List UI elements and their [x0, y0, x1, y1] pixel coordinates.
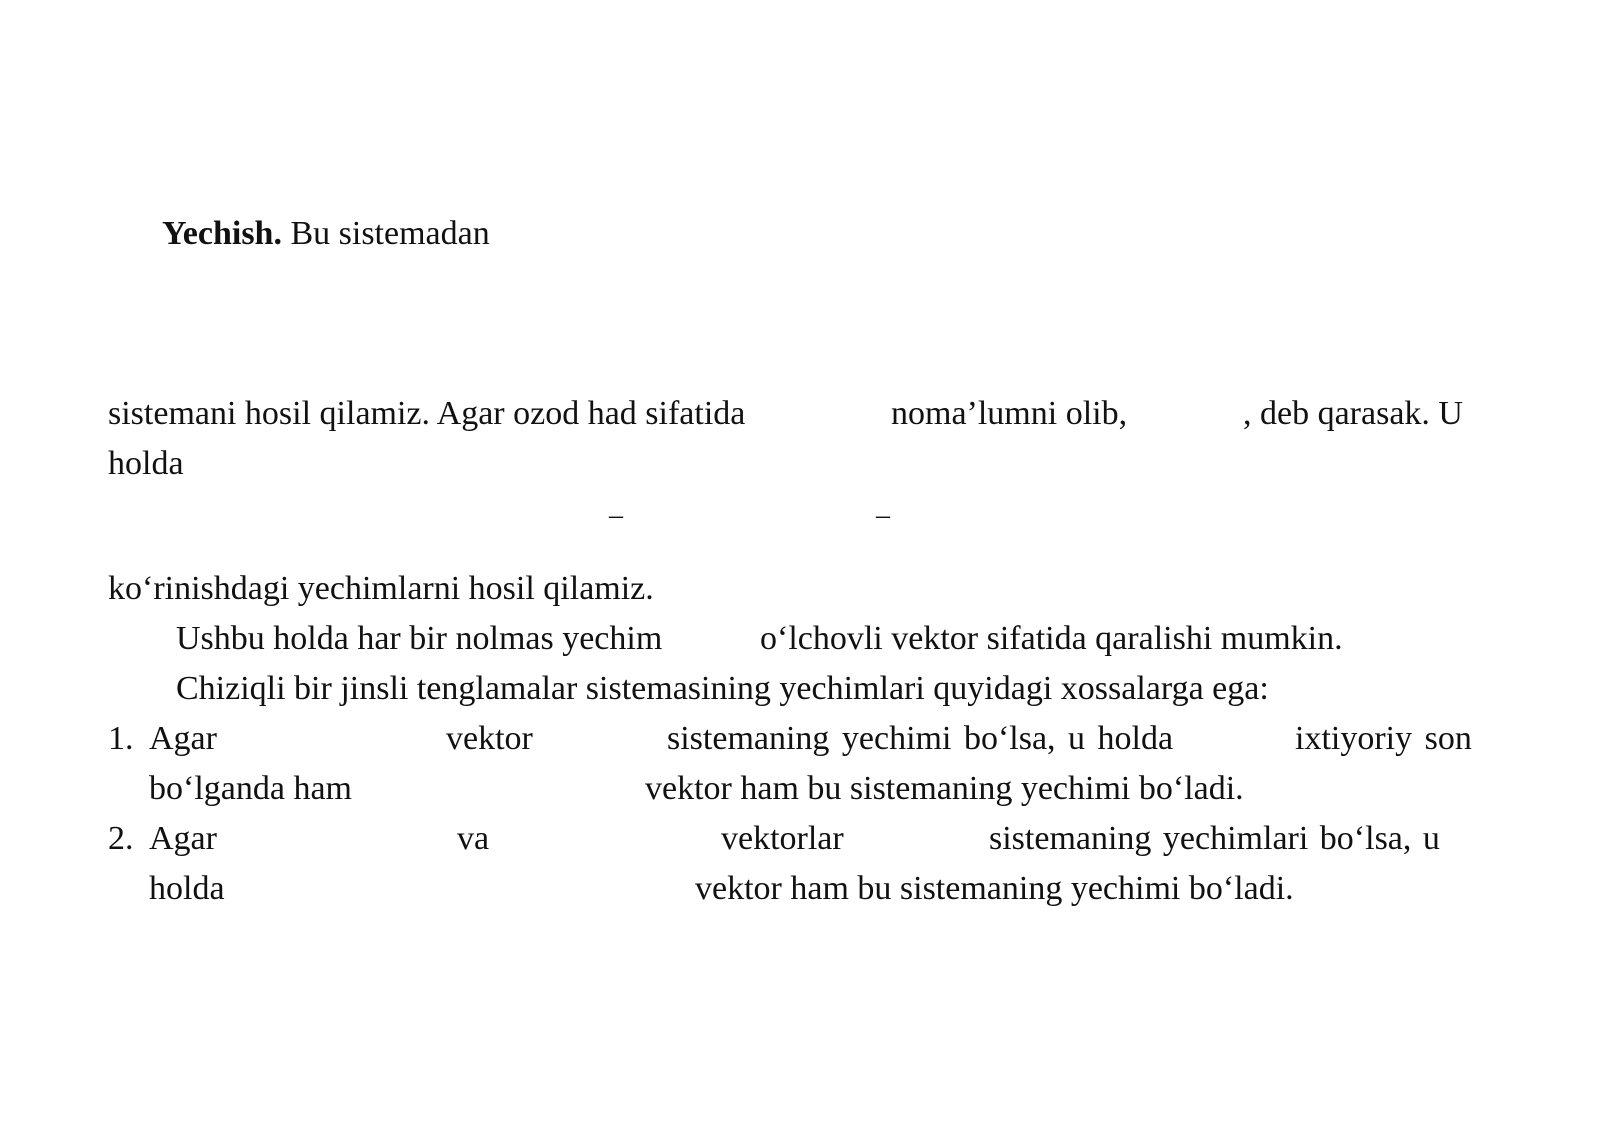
para2: ko‘rinishdagi yechimlarni hosil qilamiz. [108, 570, 654, 607]
list-item-2-l2w1: holda [149, 870, 225, 907]
para1-part2: noma’lumni olib, [891, 395, 1128, 432]
heading-text: Bu sistemadan [290, 215, 490, 252]
list-item-2-line1 [0, 822, 1600, 862]
list-item-2-l2w2: vektor ham bu sistemaning yechimi bo‘ladi. [695, 870, 1294, 907]
list-item-1-line2 [0, 772, 1600, 812]
list-item-2-line2 [0, 872, 1600, 912]
formula-dash-1: – [609, 500, 623, 531]
heading-label: Yechish. [162, 215, 282, 252]
para1-part3: , deb qarasak. U [1243, 395, 1463, 432]
list-item-1-w2: vektor [446, 720, 533, 757]
list-item-2-w2: va [457, 820, 490, 857]
para1-line1 [0, 397, 1600, 437]
para3-line [0, 622, 1600, 662]
para4: Chiziqli bir jinsli tenglamalar sistemasining yechimlari quyidagi xossalarga ega: [176, 670, 1269, 707]
para1-part1: sistemani hosil qilamiz. Agar ozod had sifatida [108, 395, 746, 432]
heading-line [162, 217, 490, 251]
list-item-1-number: 1. [108, 720, 134, 757]
list-item-1-l2w1: bo‘lganda ham [149, 770, 352, 807]
para1-line2: holda [108, 445, 184, 482]
list-item-1-w3: sistemaning yechimi bo‘lsa, u holda [667, 720, 1174, 757]
list-item-2-number: 2. [108, 820, 134, 857]
list-item-1-l2w2: vektor ham bu sistemaning yechimi bo‘ladi. [645, 770, 1244, 807]
list-item-1-w1: Agar [149, 720, 217, 757]
formula-dash-2: – [876, 500, 890, 531]
para3-part1: Ushbu holda har bir nolmas yechim [176, 620, 663, 657]
list-item-1-line1 [0, 722, 1600, 762]
list-item-1-w4: ixtiyoriy son [1295, 720, 1472, 757]
list-item-2-w4: sistemaning yechimlari bo‘lsa, u [989, 820, 1440, 857]
para3-part2: o‘lchovli vektor sifatida qaralishi mumkin. [760, 620, 1343, 657]
list-item-2-w1: Agar [149, 820, 217, 857]
list-item-2-w3: vektorlar [721, 820, 844, 857]
